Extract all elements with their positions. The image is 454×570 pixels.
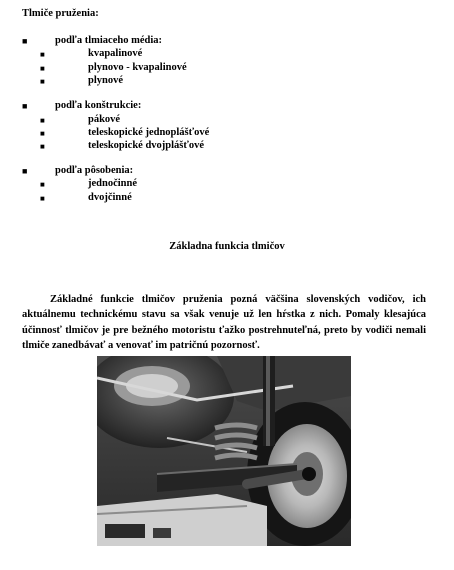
suspension-photo-drawing <box>97 356 351 546</box>
list-item: dvojčinné <box>88 192 132 203</box>
body-paragraph: Základné funkcie tlmičov pruženia pozná väčšina slovenských vodičov, ich aktuálnemu technickému stavu sa však venuje už len hŕstka z nich. Pomaly klesajúca účinnosť tlmičov je pre bežného motoristu ťažko postrehnuteľná, preto by vodiči nemali tlmiče zanedbávať a venovať im patričnú pozornosť. <box>22 294 426 351</box>
sub-bullet: ■ <box>40 142 45 151</box>
bullet-section-1: ■ <box>22 36 28 46</box>
sub-bullet: ■ <box>40 180 45 189</box>
sub-bullet: ■ <box>40 50 45 59</box>
sub-bullet: ■ <box>40 77 45 86</box>
section-heading-1: podľa tlmiaceho média: <box>55 35 162 46</box>
list-item: plynovo - kvapalinové <box>88 62 187 73</box>
section-heading-2: podľa konštrukcie: <box>55 100 142 111</box>
list-item: kvapalinové <box>88 48 143 59</box>
sub-bullet: ■ <box>40 64 45 73</box>
sub-bullet: ■ <box>40 116 45 125</box>
section-heading-3: podľa pôsobenia: <box>55 165 134 176</box>
sub-bullet: ■ <box>40 129 45 138</box>
section-subtitle: Základna funkcia tlmičov <box>169 241 285 252</box>
sub-bullet: ■ <box>40 194 45 203</box>
list-item: teleskopické dvojplášťové <box>88 140 205 151</box>
list-item: pákové <box>88 114 121 125</box>
list-item: jednočinné <box>88 178 138 189</box>
page-title: Tlmiče pruženia: <box>22 8 99 19</box>
suspension-photo <box>97 356 351 546</box>
list-item: plynové <box>88 75 124 86</box>
bullet-section-3: ■ <box>22 166 28 176</box>
list-item: teleskopické jednoplášťové <box>88 127 210 138</box>
bullet-section-2: ■ <box>22 101 28 111</box>
